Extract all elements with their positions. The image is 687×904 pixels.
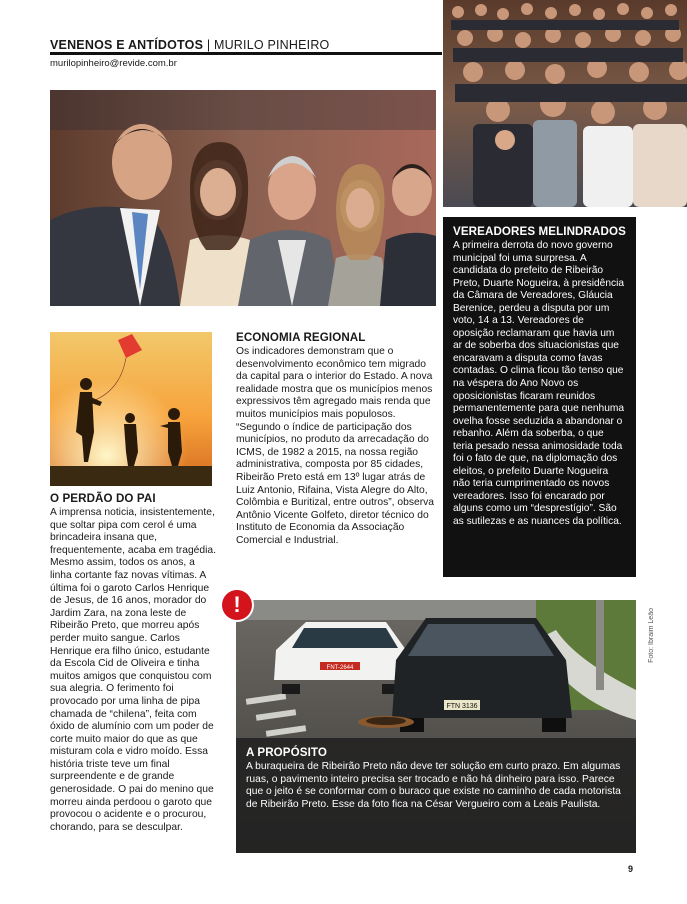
section-proposito	[236, 738, 636, 853]
perdao-heading: O PERDÃO DO PAI	[50, 492, 156, 505]
photo-credit: Foto: Ibraim Leão	[648, 608, 655, 663]
vereadores-body: A primeira derrota do novo governo municipal foi uma surpresa. A candidata do prefeito de Ribeirão Preto, Duarte Nogueira, à presidência da Câmara de Vereadores, Gláucia Berenice, perdeu a disputa por um voto, 14 a 13. Vereadores de oposição reclamaram que havia um ar de soberba dos situacionistas que encaravam a disputa como favas contadas. O clima ficou tão tenso que na véspera do Ano Novo os oposicionistas ficaram reunidos permanentemente para que nenhuma ovelha fosse seduzida a abandonar o rebanho. Além da soberba, o que teria pesado nessa animosidade toda foi o fato de que, na diplomação dos eleitos, o prefeito Duarte Nogueira não teria cumprimentado os novos vereadores. Isso foi encarado por alguns como um “desprestígio”. São as sutilezas e as nuances da política.	[453, 240, 625, 528]
car-plate: FTN 3136	[446, 703, 478, 710]
photo-officials	[50, 90, 436, 306]
proposito-heading: A PROPÓSITO	[246, 746, 327, 759]
taxi-plate: FNT-2644	[326, 665, 354, 671]
page-number: 9	[628, 864, 634, 874]
author-email: murilopinheiro@revide.com.br	[50, 58, 177, 69]
photo-audience	[443, 0, 687, 207]
proposito-body: A buraqueira de Ribeirão Preto não deve ter solução em curto prazo. Em algumas ruas, o pavimento inteiro precisa ser trocado e não há dinheiro para isso. Parece que o jeito é se conformar com o buraco que existe no caminho de cada motorista de Ribeirão Preto. Esse da foto fica na César Vergueiro com a Leais Paulista.	[246, 761, 621, 810]
section-economia	[236, 331, 439, 548]
column-title	[50, 38, 329, 52]
header-rule	[50, 52, 442, 55]
photo-kite	[50, 332, 212, 486]
section-vereadores	[443, 217, 636, 577]
title-separator: |	[206, 38, 211, 52]
perdao-body: A imprensa noticia, insistentemente, que soltar pipa com cerol é uma brincadeira insana que, frequentemente, acaba em tragédia. Mesmo assim, todos os anos, a linha cortante faz novas vítimas. A última foi o garoto Carlos Henrique de Jesus, de 16 anos, morador do Jardim Zara, na zona leste de Ribeirão Preto, que morreu após perder muito sangue. Carlos Henrique era filho único, estudante da Escola Cid de Oliveira e tinha muitos amigos que conquistou com sua alegria. O ferimento foi provocado por uma linha de pipa chamada de “chilena”, feita com óxido de alumínio com um poder de corte muito maior do que as que misturam cola e vidro moído. Essa história triste teve um final surpreendente e de grande generosidade. O pai do menino que morreu ainda perdoou o garoto que provocou o acidente e o procurou, chorando, para se desculpar.	[50, 507, 217, 833]
vereadores-heading: VEREADORES MELINDRADOS	[453, 225, 626, 238]
column-name: VENENOS E ANTÍDOTOS	[50, 38, 204, 52]
section-perdao	[50, 492, 216, 834]
economia-body: Os indicadores demonstram que o desenvolvimento econômico tem migrado da capital para o interior do Estado. A nova realidade mostra que os municípios menos expressivos têm agregado mais renda que muitos municípios mais populosos. “Segundo o índice de participação dos municípios, no produto da arrecadação do ICMS, de 1982 a 2015, na nossa região administrativa, composta por 85 cidades, Ribeirão Preto está em 13º lugar atrás de Luiz Antonio, Rifaina, Vista Alegre do Alto, Colômbia e Buritizal, entre outros”, observa Antônio Vicente Golfeto, diretor técnico do Instituto de Economia da Associação Comercial e Industrial.	[236, 346, 435, 546]
alert-icon: !	[222, 590, 252, 620]
column-author: MURILO PINHEIRO	[213, 38, 330, 52]
economia-heading: ECONOMIA REGIONAL	[236, 331, 366, 344]
